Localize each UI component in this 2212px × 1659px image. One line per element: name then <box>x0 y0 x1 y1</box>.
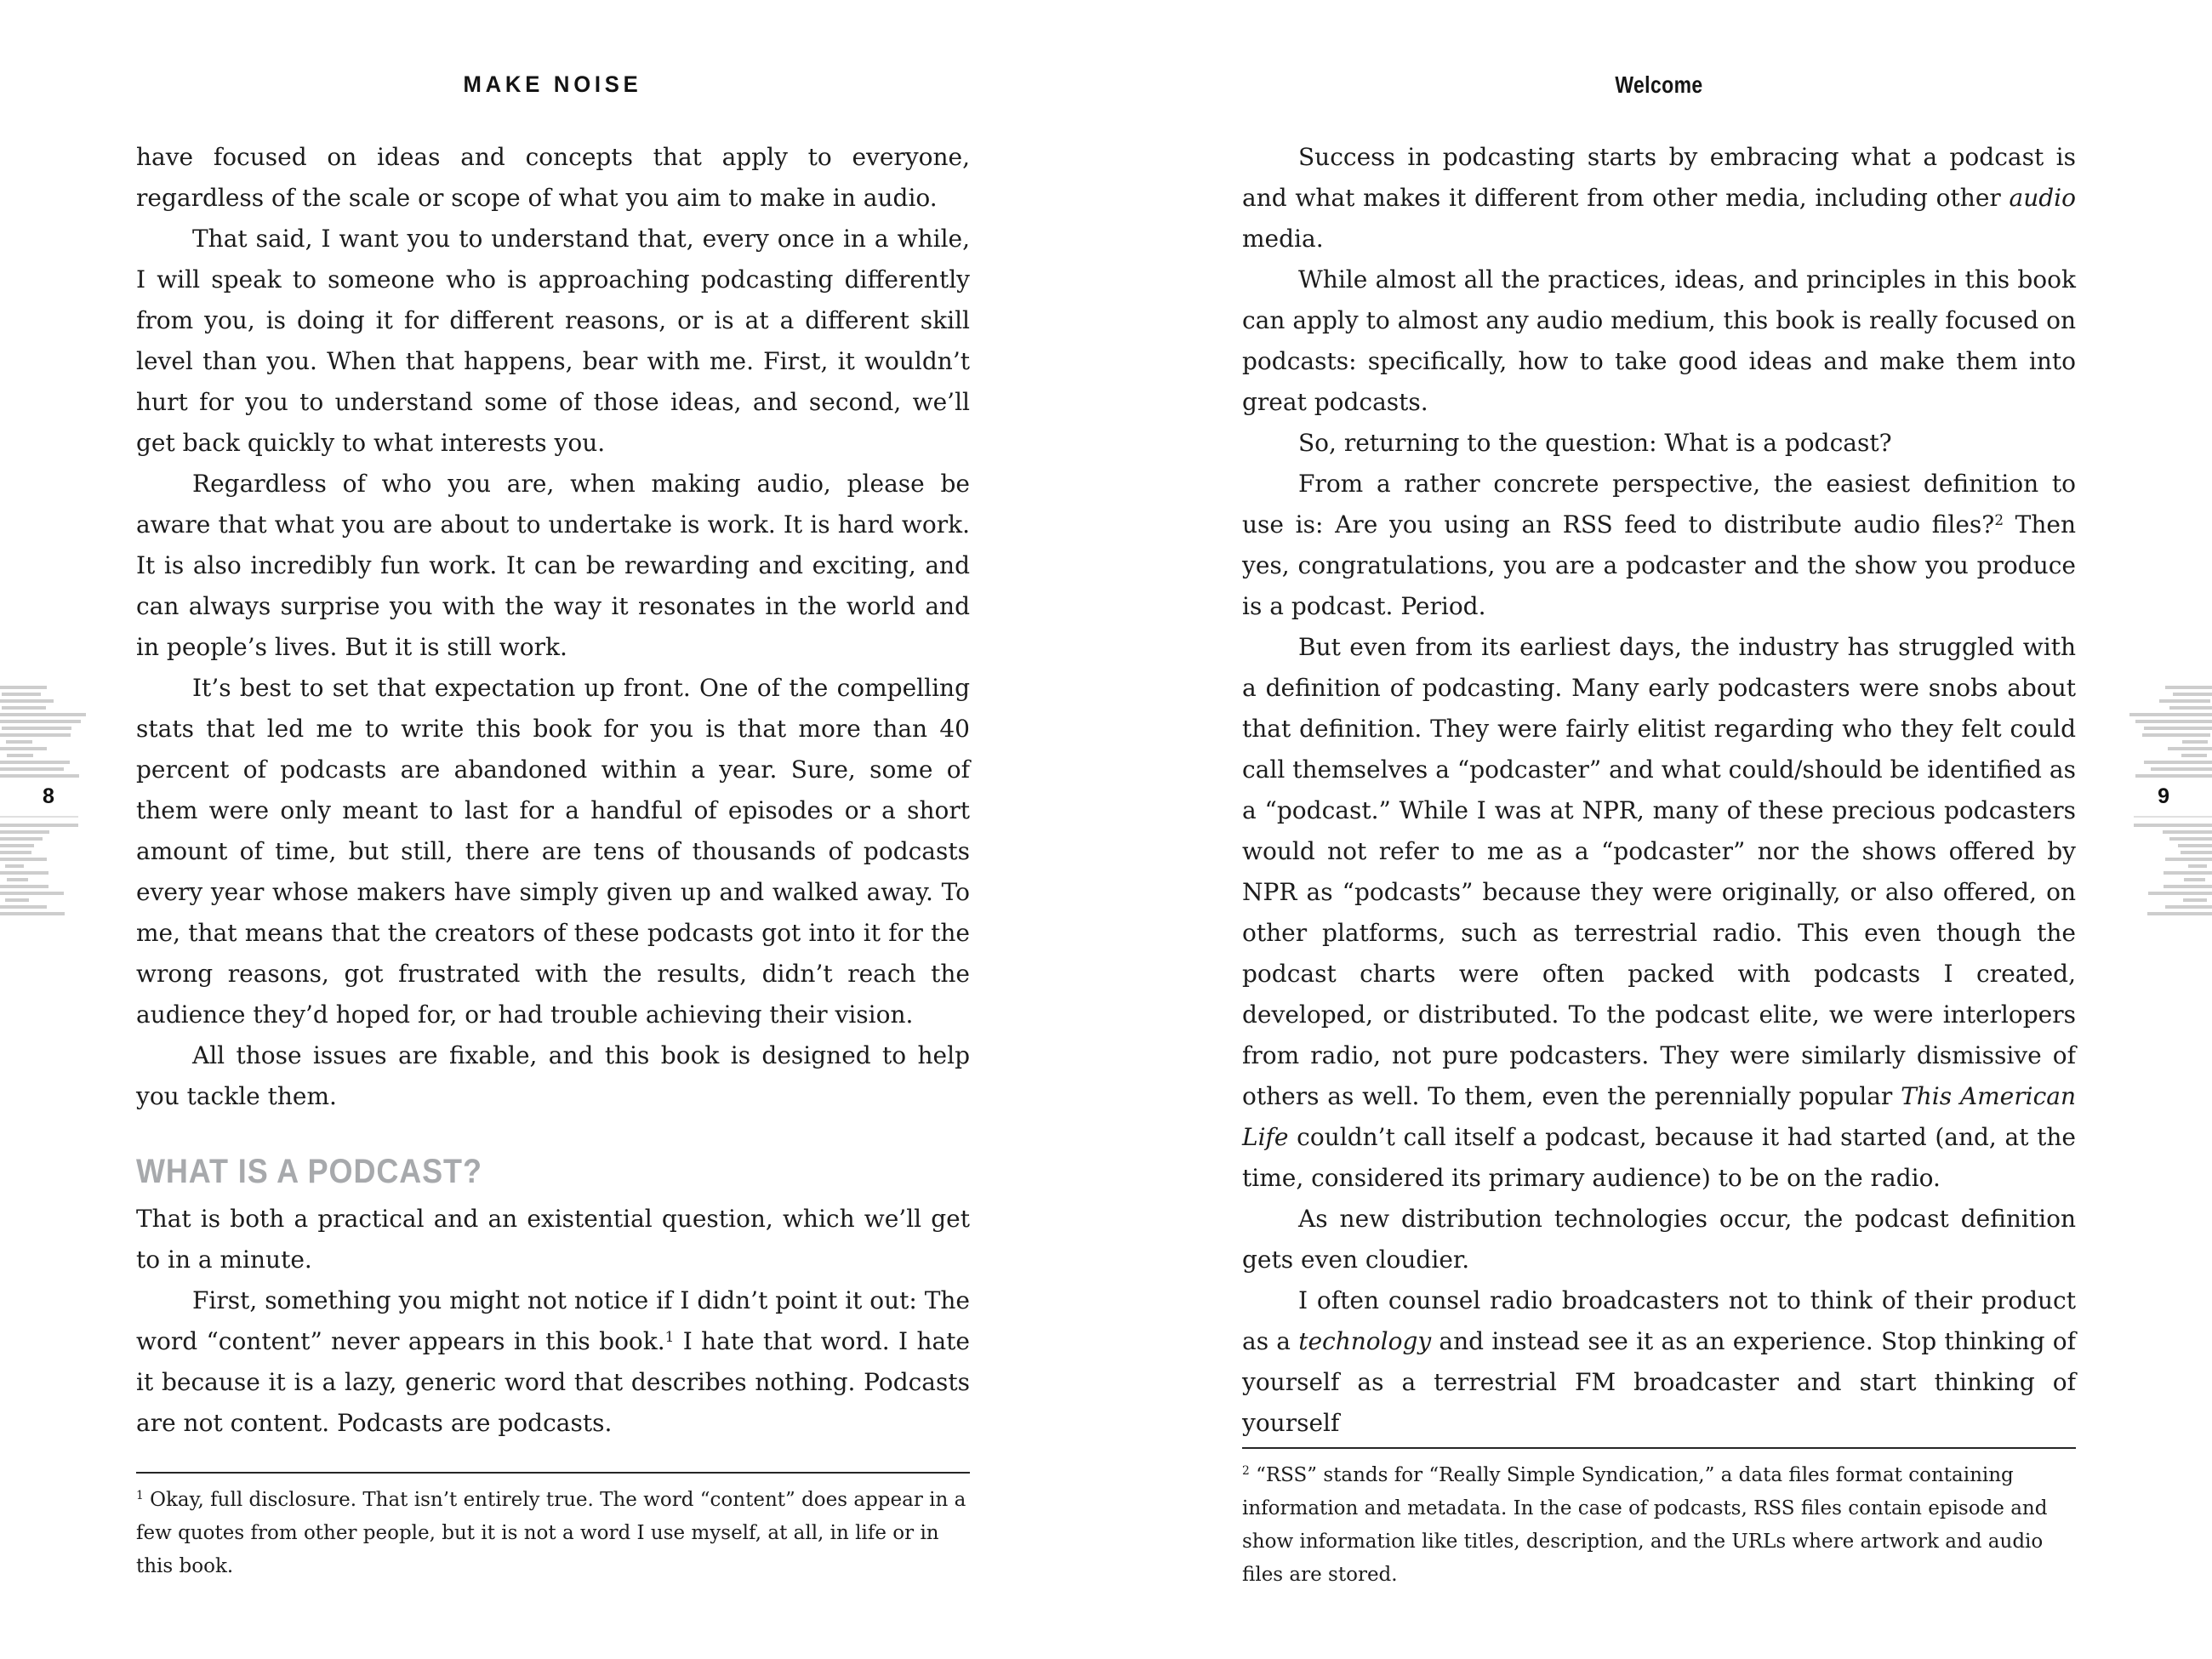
waveform-bar <box>0 713 86 716</box>
paragraph <box>1242 1199 2076 1280</box>
running-head-left <box>136 71 970 98</box>
running-head-right-text: Welcome <box>1615 71 1703 98</box>
waveform-bar <box>2 727 71 730</box>
waveform-bar <box>0 885 48 888</box>
paragraph <box>1242 464 2076 627</box>
running-head-left-text: MAKE NOISE <box>464 71 642 97</box>
waveform-bar <box>2142 733 2210 737</box>
waveform-bar <box>0 912 65 915</box>
waveform-bar <box>2184 878 2205 881</box>
waveform-bar <box>2173 693 2212 696</box>
footnote-marker: 2 <box>1994 510 2004 528</box>
waveform-bar <box>0 844 34 847</box>
italic-text: technology <box>1298 1327 1432 1355</box>
waveform-bar <box>2183 898 2207 902</box>
text-run: media. <box>1242 225 1324 253</box>
footnote-left <box>136 1472 970 1583</box>
waveform-bar <box>2181 851 2212 854</box>
footnote-marker: 1 <box>136 1489 144 1503</box>
waveform-bar <box>2188 864 2207 868</box>
margin-waveform-left <box>0 686 111 919</box>
waveform-bar <box>7 754 33 757</box>
paragraph <box>1242 627 2076 1199</box>
page-left-body <box>136 137 970 1444</box>
margin-waveform-right <box>2101 686 2212 919</box>
waveform-bar <box>5 864 24 868</box>
page-number-right: 9 <box>2158 784 2169 808</box>
paragraph <box>1242 259 2076 423</box>
text-run: While almost all the practices, ideas, and principles in this book can apply to almost any audio medium, this book is really focused on podcasts: specifically, how to take good ideas and make them into great podcasts. <box>1242 265 2076 416</box>
waveform-bar <box>2144 727 2212 730</box>
waveform-bar <box>0 761 70 764</box>
waveform-bar <box>6 740 32 744</box>
waveform-bar <box>2168 747 2212 750</box>
waveform-bar <box>0 733 71 737</box>
text-run: As new distribution technologies occur, the podcast definition gets even cloudier. <box>1242 1205 2076 1274</box>
footnote-marker: 1 <box>664 1327 675 1345</box>
page-number-left: 8 <box>43 784 54 808</box>
waveform-bar <box>2147 912 2212 915</box>
section-heading-text: WHAT IS A PODCAST? <box>136 1153 482 1190</box>
footnote-text: Okay, full disclosure. That isn’t entirely true. The word “content” does appear in a few quotes from other people, but it is not a word I use myself, at all, in life or in this book. <box>136 1489 966 1577</box>
waveform-bar <box>5 898 29 902</box>
waveform-bar <box>0 830 49 834</box>
italic-text: audio <box>2009 184 2076 212</box>
waveform-bar <box>0 699 54 703</box>
waveform-bar <box>2163 830 2212 834</box>
waveform-bar <box>2165 905 2212 909</box>
waveform-bar <box>0 774 79 778</box>
waveform-bars-top-left <box>0 686 86 781</box>
text-run: It’s best to set that expectation up front. One of the compelling stats that led me to write this book for you is that more than 40 percent of podcasts are abandoned within a year. Sure, some of them were only meant to last for a handful of episodes or a short amount of time, but still, there are tens of thousands of podcasts every year whose makers have simply given up and walked away. To me, that means that the creators of these podcasts got into it for the wrong reasons, got frustrated with the results, didn’t reach the audience they’d hoped for, or had trouble achieving their vision. <box>136 674 970 1029</box>
waveform-bar <box>0 747 47 750</box>
waveform-bar <box>2182 740 2208 744</box>
text-run: Then yes, congratulations, you are a podcaster and the show you produce is a podcast. Period. <box>1242 510 2076 620</box>
paragraph <box>1242 1280 2076 1444</box>
waveform-hairline-left <box>0 816 78 818</box>
waveform-bar <box>2134 824 2212 827</box>
text-run: couldn’t call itself a podcast, because it had started (and, at the time, considered its primary audience) to be on the radio. <box>1242 1123 2076 1192</box>
waveform-bar <box>0 686 47 689</box>
text-run: So, returning to the question: What is a podcast? <box>1298 429 1892 457</box>
paragraph <box>1242 423 2076 464</box>
text-run: All those issues are fixable, and this book is designed to help you tackle them. <box>136 1041 970 1110</box>
waveform-bar <box>2169 837 2212 841</box>
text-run: From a rather concrete perspective, the easiest definition to use is: Are you using an RSS feed to distribute audio files? <box>1242 470 2076 539</box>
text-run: I often counsel radio broadcasters not to think of their product as a <box>1242 1286 2076 1355</box>
waveform-bar <box>2164 885 2212 888</box>
waveform-bar <box>2148 892 2212 895</box>
paragraph <box>136 1035 970 1117</box>
waveform-bars-bottom-left <box>0 824 78 919</box>
waveform-bar <box>0 767 64 771</box>
waveform-bar <box>2169 706 2212 710</box>
paragraph <box>136 668 970 1035</box>
italic-text: This American Life <box>1242 1082 2076 1151</box>
waveform-bar <box>0 905 47 909</box>
waveform-hairline-right <box>2134 816 2212 818</box>
text-run: That said, I want you to understand that, every once in a while, I will speak to someone who is approaching podcasting differently from you, is doing it for different reasons, or is at a different skill level than you. When that happens, bear with me. First, it wouldn’t hurt for you to understand some of those ideas, and second, we’ll get back quickly to what interests you. <box>136 225 970 457</box>
waveform-bar <box>2165 686 2212 689</box>
paragraph <box>1242 137 2076 259</box>
waveform-bar <box>2159 699 2210 703</box>
waveform-bar <box>0 892 64 895</box>
waveform-bar <box>2144 761 2212 764</box>
footnote-text: “RSS” stands for “Really Simple Syndication,” a data files format containing information and metadata. In the case of podcasts, RSS files contain episode and show information like titles, description, and the URLs where artwork and audio files are stored. <box>1242 1464 2048 1586</box>
paragraph <box>136 1199 970 1280</box>
waveform-bar <box>2164 871 2212 875</box>
text-run: have focused on ideas and concepts that apply to everyone, regardless of the scale or scope of what you aim to make in audio. <box>136 143 970 212</box>
waveform-bar <box>0 837 43 841</box>
text-run: I hate that word. I hate it because it is a lazy, generic word that describes nothing. Podcasts are not content. Podcasts are podcasts. <box>136 1327 970 1437</box>
text-run: Success in podcasting starts by embracing what a podcast is and what makes it different from other media, including other <box>1242 143 2076 212</box>
waveform-bar <box>2 706 46 710</box>
waveform-bar <box>2135 774 2212 778</box>
section-heading <box>136 1151 970 1192</box>
paragraph <box>136 1280 970 1444</box>
waveform-bar <box>2178 844 2212 847</box>
page-right <box>1106 0 2212 1659</box>
waveform-bars-bottom-right <box>2134 824 2212 919</box>
waveform-bars-top-right <box>2129 686 2212 781</box>
text-run: Regardless of who you are, when making audio, please be aware that what you are about to undertake is work. It is hard work. It is also incredibly fun work. It can be rewarding and exciting, and can always surprise you with the way it resonates in the world and in people’s lives. But it is still work. <box>136 470 970 661</box>
text-run: But even from its earliest days, the industry has struggled with a definition of podcasting. Many early podcasters were snobs about that definition. They were fairly elitist regarding who they felt could call themselves a “podcaster” and what could/should be identified as a “podcast.” While I was at NPR, many of these precious podcasters would not refer to me as a “podcaster” nor the shows offered by NPR as “podcasts” because they were originally, or also offered, on other platforms, such as terrestrial radio. This even though the podcast charts were often packed with podcasts I created, developed, or distributed. To the podcast elite, we were interlopers from radio, not pure podcasters. They were similarly dismissive of others as well. To them, even the perennially popular <box>1242 633 2076 1110</box>
waveform-bar <box>0 720 81 723</box>
waveform-bar <box>0 858 47 861</box>
waveform-bar <box>2135 720 2212 723</box>
text-run: First, something you might not notice if I didn’t point it out: The word “content” never appears in this book. <box>136 1286 971 1355</box>
waveform-bar <box>2129 713 2212 716</box>
footnote-marker: 2 <box>1242 1464 1250 1479</box>
waveform-bar <box>7 878 28 881</box>
paragraph <box>136 464 970 668</box>
waveform-bar <box>2181 754 2207 757</box>
waveform-bar <box>0 824 78 827</box>
waveform-bar <box>0 871 48 875</box>
text-run: That is both a practical and an existential question, which we’ll get to in a minute. <box>136 1205 970 1274</box>
waveform-bar <box>2165 858 2212 861</box>
paragraph <box>136 137 970 219</box>
paragraph <box>136 219 970 464</box>
footnote-right <box>1242 1447 2076 1592</box>
running-head-right <box>1242 71 2076 99</box>
waveform-bar <box>2151 767 2212 771</box>
waveform-bar <box>2 693 41 696</box>
text-run: and instead see it as an experience. Stop thinking of yourself as a terrestrial FM broadcaster and start thinking of yourself <box>1242 1327 2076 1437</box>
waveform-bar <box>0 851 31 854</box>
page-right-body <box>1242 137 2076 1444</box>
